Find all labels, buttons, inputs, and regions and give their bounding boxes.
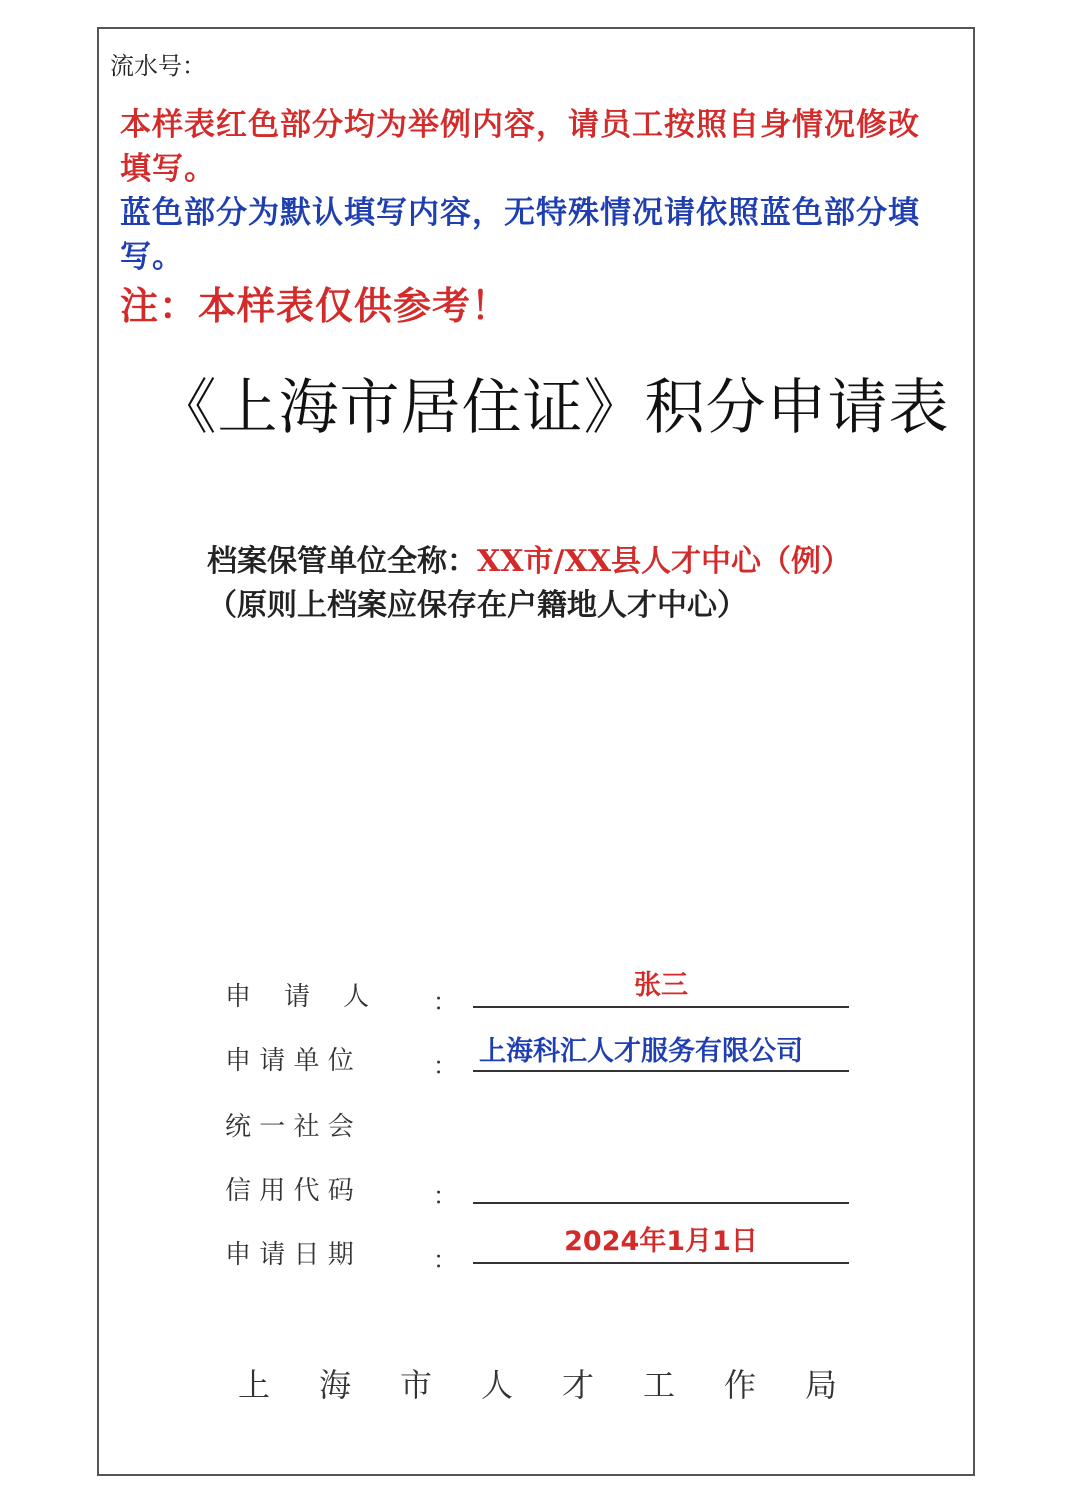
date-field[interactable]: 2024年1月1日 — [473, 1224, 849, 1264]
date-colon: ： — [433, 1246, 457, 1274]
applicant-label: 申 请 人 — [225, 982, 370, 1012]
credit-code-row-2 — [225, 1170, 865, 1214]
serial-number-label: 流水号： — [110, 52, 206, 80]
issuing-bureau: 上海市人才工作局 — [238, 1366, 887, 1404]
credit-code-label-1: 统 一 社 会 — [225, 1112, 354, 1142]
credit-code-row-1 — [225, 1106, 865, 1150]
unit-row — [225, 1036, 865, 1084]
applicant-colon: ： — [433, 988, 457, 1016]
archive-unit-label: 档案保管单位全称： — [207, 544, 477, 579]
archive-unit-hint: （原则上档案应保存在户籍地人才中心） — [207, 588, 747, 623]
applicant-field[interactable]: 张三 — [473, 968, 849, 1008]
unit-colon: ： — [433, 1052, 457, 1080]
unit-label: 申 请 单 位 — [225, 1046, 354, 1076]
archive-unit-line — [207, 540, 851, 584]
date-label: 申 请 日 期 — [225, 1240, 354, 1270]
date-row — [225, 1226, 865, 1278]
credit-code-label-2: 信 用 代 码 — [225, 1176, 354, 1206]
archive-unit-block — [207, 540, 851, 628]
form-title: 《上海市居住证》积分申请表 — [156, 373, 950, 443]
red-instruction-note: 本样表红色部分均为举例内容，请员工按照自身情况修改填写。 — [120, 107, 920, 187]
credit-code-colon: ： — [433, 1182, 457, 1210]
credit-code-field[interactable] — [473, 1164, 849, 1204]
archive-unit-value: XX市/XX县人才中心（例） — [477, 544, 852, 579]
reference-only-warning: 注：本样表仅供参考！ — [120, 284, 511, 328]
unit-field[interactable]: 上海科汇人才服务有限公司 — [473, 1034, 849, 1072]
blue-instruction-note: 蓝色部分为默认填写内容，无特殊情况请依照蓝色部分填写。 — [120, 195, 920, 275]
applicant-row — [225, 970, 865, 1020]
